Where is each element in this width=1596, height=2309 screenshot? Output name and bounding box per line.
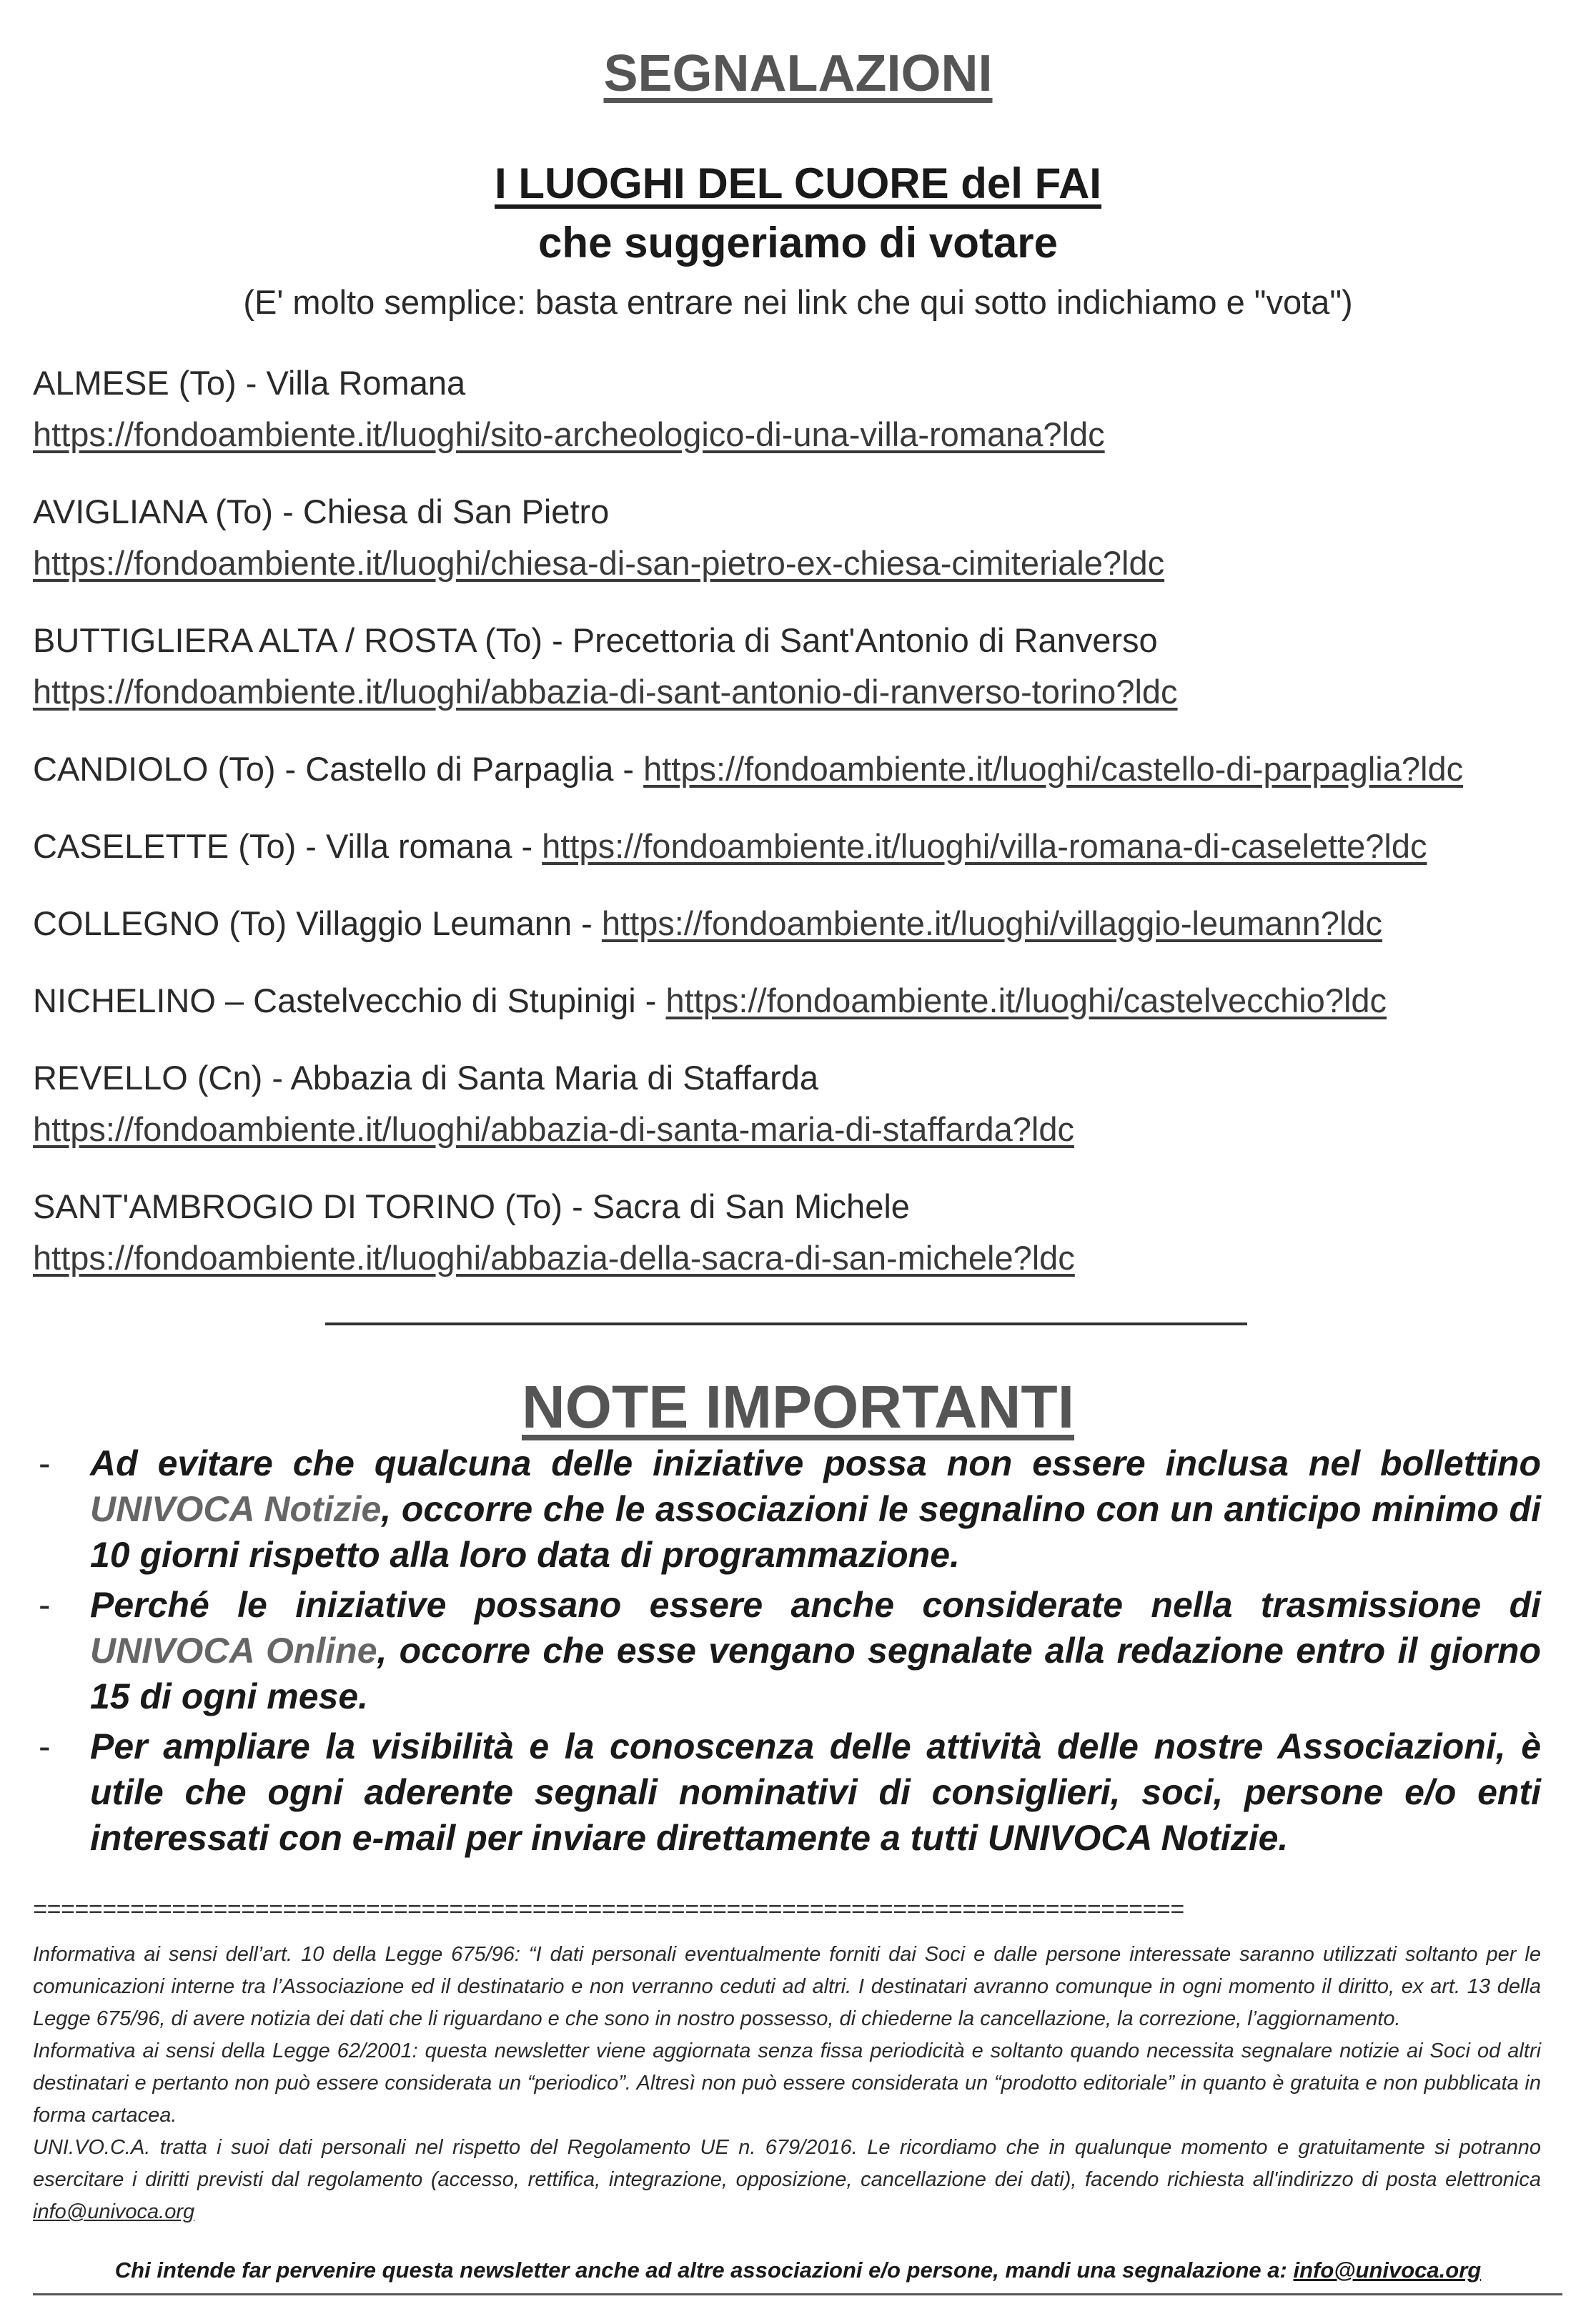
note-text: Perché le iniziative possano essere anche considerate nella trasmissione di	[90, 1585, 1541, 1625]
list-item	[33, 615, 1570, 718]
list-item	[33, 1181, 1570, 1284]
notes-title: NOTE IMPORTANTI	[521, 1373, 1075, 1440]
bullet-dash: -	[39, 1726, 51, 1766]
newsletter-notice: Informativa ai sensi della Legge 62/2001: questa newsletter viene aggiornata senza fissa periodicità e soltanto quando necessita segnalare notizie ai Soci od altri destinatari e pertanto non può essere considerata un “periodico”. Altresì non può essere considerata un “prodotto editoriale” in quanto è gratuita e non pubblicata in forma cartacea.	[33, 2039, 1541, 2127]
section-divider	[325, 1322, 1247, 1325]
place-link[interactable]: https://fondoambiente.it/luoghi/castello-di-parpaglia?ldc	[643, 750, 1464, 788]
list-item	[33, 486, 1570, 589]
separator-line: ===================================================================================	[33, 1898, 1184, 1925]
place-link[interactable]: https://fondoambiente.it/luoghi/abbazia-di-santa-maria-di-staffarda?ldc	[33, 1110, 1074, 1148]
publication-name: UNIVOCA Notizie	[90, 1489, 382, 1529]
list-item	[33, 898, 1570, 949]
place-label: CASELETTE (To) - Villa romana -	[33, 827, 542, 865]
place-link[interactable]: https://fondoambiente.it/luoghi/chiesa-di-san-pietro-ex-chiesa-cimiteriale?ldc	[33, 544, 1165, 582]
list-item	[33, 357, 1570, 460]
place-label: REVELLO (Cn) - Abbazia di Santa Maria di Staffarda	[33, 1059, 818, 1097]
place-label: AVIGLIANA (To) - Chiesa di San Pietro	[33, 493, 610, 530]
note-text: Ad evitare che qualcuna delle iniziative possa non essere inclusa nel bollettino	[90, 1443, 1541, 1483]
gdpr-notice	[33, 2132, 1541, 2228]
note-text: Per ampliare la visibilità e la conoscenza delle attività delle nostre Associazioni, è utile che ogni aderente segnali nominativi di consiglieri, soci, persone e/o enti interessati con e-mail per inviare direttamente a tutti UNIVOCA Notizie.	[90, 1726, 1541, 1858]
list-item	[33, 743, 1570, 795]
list-item	[33, 975, 1570, 1027]
footer-note	[0, 2258, 1596, 2283]
bottom-rule	[33, 2293, 1562, 2295]
legal-notice	[33, 1939, 1541, 2228]
place-link[interactable]: https://fondoambiente.it/luoghi/abbazia-di-sant-antonio-di-ranverso-torino?ldc	[33, 673, 1178, 711]
note-item	[33, 1440, 1541, 1578]
section-title: I LUOGHI DEL CUORE del FAI	[495, 159, 1101, 207]
place-link[interactable]: https://fondoambiente.it/luoghi/abbazia-della-sacra-di-san-michele?ldc	[33, 1239, 1075, 1277]
notes-list	[33, 1440, 1541, 1865]
section-subtitle: che suggeriamo di votare	[538, 219, 1058, 267]
place-link[interactable]: https://fondoambiente.it/luoghi/sito-archeologico-di-una-villa-romana?ldc	[33, 415, 1105, 453]
note-item	[33, 1724, 1541, 1861]
gdpr-text: UNI.VO.C.A. tratta i suoi dati personali nel rispetto del Regolamento UE n. 679/2016. Le ricordiamo che in qualunque momento e gratuitamente si potranno esercitare i diritti previsti dal regolamento (accesso, rettifica, integrazione, opposizione, cancellazione dei dati), facendo richiesta all'indirizzo di posta elettronica	[33, 2136, 1541, 2191]
footer-text: Chi intende far pervenire questa newsletter anche ad altre associazioni e/o persone, mandi una segnalazione a:	[114, 2258, 1294, 2283]
place-link[interactable]: https://fondoambiente.it/luoghi/villa-romana-di-caselette?ldc	[542, 827, 1427, 865]
place-label: NICHELINO – Castelvecchio di Stupinigi -	[33, 982, 666, 1019]
intro-text: (E' molto semplice: basta entrare nei link che qui sotto indichiamo e "vota")	[243, 283, 1353, 321]
bullet-dash: -	[39, 1443, 51, 1483]
publication-name: UNIVOCA Online	[90, 1631, 377, 1671]
list-item	[33, 821, 1570, 872]
place-link[interactable]: https://fondoambiente.it/luoghi/villaggio-leumann?ldc	[601, 904, 1383, 942]
footer-email-link[interactable]: info@univoca.org	[1293, 2258, 1482, 2283]
place-label: ALMESE (To) - Villa Romana	[33, 364, 466, 402]
place-link[interactable]: https://fondoambiente.it/luoghi/castelvecchio?ldc	[665, 982, 1387, 1019]
list-item	[33, 1052, 1570, 1155]
places-list	[33, 357, 1570, 1310]
place-label: CANDIOLO (To) - Castello di Parpaglia -	[33, 750, 644, 788]
email-link[interactable]: info@univoca.org	[33, 2200, 195, 2223]
place-label: COLLEGNO (To) Villaggio Leumann -	[33, 904, 602, 942]
note-text: , occorre che le associazioni le segnalino con un anticipo minimo di 10 giorni rispetto alla loro data di programmazione.	[90, 1489, 1541, 1575]
privacy-notice: Informativa ai sensi dell’art. 10 della Legge 675/96: “I dati personali eventualmente forniti dai Soci e dalle persone interessate saranno utilizzati soltanto per le comunicazioni interne tra l’Associazione ed il destinatario e non verranno ceduti ad altri. I destinatari avranno comunque in ogni momento il diritto, ex art. 13 della Legge 675/96, di avere notizia dei dati che li riguardano e che sono in nostro possesso, di chiederne la cancellazione, la correzione, l’aggiornamento.	[33, 1943, 1541, 2030]
place-label: BUTTIGLIERA ALTA / ROSTA (To) - Precettoria di Sant'Antonio di Ranverso	[33, 621, 1158, 659]
place-label: SANT'AMBROGIO DI TORINO (To) - Sacra di San Michele	[33, 1187, 910, 1225]
note-text: , occorre che esse vengano segnalate alla redazione entro il giorno 15 di ogni mese.	[90, 1631, 1541, 1716]
page-title: SEGNALAZIONI	[603, 45, 993, 102]
note-item	[33, 1582, 1541, 1719]
bullet-dash: -	[39, 1585, 51, 1625]
